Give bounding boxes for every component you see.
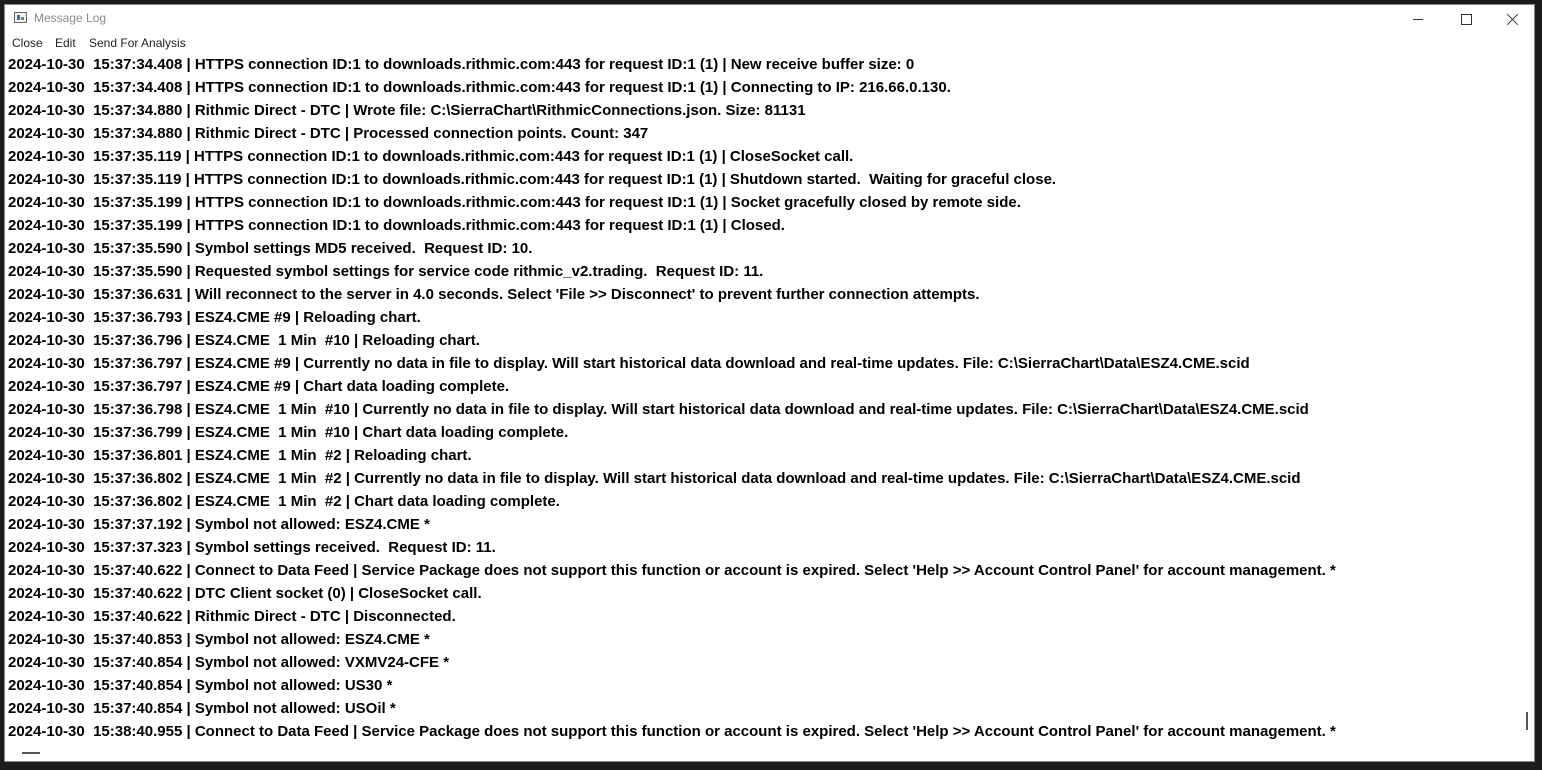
log-entry[interactable]: 2024-10-30 15:37:35.119 | HTTPS connection ID:1 to downloads.rithmic.com:443 for request ID:1 (1) | Shutdown started. Waiting for graceful close. xyxy=(8,171,1057,188)
log-entry[interactable]: 2024-10-30 15:37:40.854 | Symbol not allowed: US30 * xyxy=(8,677,393,694)
menu-bar xyxy=(5,33,1534,53)
log-entry[interactable]: 2024-10-30 15:37:36.802 | ESZ4.CME 1 Min #2 | Chart data loading complete. xyxy=(8,493,560,510)
message-log-list[interactable] xyxy=(6,53,1521,745)
log-entry[interactable]: 2024-10-30 15:37:40.622 | Connect to Data Feed | Service Package does not support this function or account is expired. Select 'Help >> Account Control Panel' for account management. * xyxy=(8,562,1336,579)
log-entry[interactable]: 2024-10-30 15:38:40.955 | Connect to Data Feed | Service Package does not support this function or account is expired. Select 'Help >> Account Control Panel' for account management. * xyxy=(8,723,1336,740)
log-entry[interactable]: 2024-10-30 15:37:35.199 | HTTPS connection ID:1 to downloads.rithmic.com:443 for request ID:1 (1) | Socket gracefully closed by remote side. xyxy=(8,194,1021,211)
log-entry[interactable]: 2024-10-30 15:37:34.408 | HTTPS connection ID:1 to downloads.rithmic.com:443 for request ID:1 (1) | New receive buffer size: 0 xyxy=(8,56,915,73)
message-log-window xyxy=(4,4,1535,762)
log-entry[interactable]: 2024-10-30 15:37:40.854 | Symbol not allowed: VXMV24-CFE * xyxy=(8,654,450,671)
minimize-button[interactable] xyxy=(1395,5,1441,33)
log-entry[interactable]: 2024-10-30 15:37:34.880 | Rithmic Direct - DTC | Processed connection points. Count: 347 xyxy=(8,125,649,142)
maximize-icon xyxy=(1461,14,1472,25)
log-entry[interactable]: 2024-10-30 15:37:37.192 | Symbol not allowed: ESZ4.CME * xyxy=(8,516,430,533)
log-entry[interactable]: 2024-10-30 15:37:40.854 | Symbol not allowed: USOil * xyxy=(8,700,396,717)
log-entry[interactable]: 2024-10-30 15:37:35.590 | Symbol settings MD5 received. Request ID: 10. xyxy=(8,240,533,257)
sierra-chart-icon xyxy=(14,12,27,23)
log-entry[interactable]: 2024-10-30 15:37:36.797 | ESZ4.CME #9 | Currently no data in file to display. Will start historical data download and real-time updates. File: C:\SierraChart\Data\ESZ4.CME.scid xyxy=(8,355,1250,372)
title-bar[interactable] xyxy=(5,5,1534,33)
menu-close[interactable]: Close xyxy=(12,36,43,50)
horizontal-scroll-thumb[interactable] xyxy=(22,752,40,754)
log-entry[interactable]: 2024-10-30 15:37:40.622 | Rithmic Direct - DTC | Disconnected. xyxy=(8,608,456,625)
log-entry[interactable]: 2024-10-30 15:37:35.199 | HTTPS connection ID:1 to downloads.rithmic.com:443 for request ID:1 (1) | Closed. xyxy=(8,217,785,234)
minimize-icon xyxy=(1413,19,1423,20)
log-entry[interactable]: 2024-10-30 15:37:36.797 | ESZ4.CME #9 | Chart data loading complete. xyxy=(8,378,510,395)
window-title: Message Log xyxy=(34,11,107,25)
log-entry[interactable]: 2024-10-30 15:37:34.880 | Rithmic Direct - DTC | Wrote file: C:\SierraChart\RithmicConnections.json. Size: 81131 xyxy=(8,102,806,119)
log-entry[interactable]: 2024-10-30 15:37:36.631 | Will reconnect to the server in 4.0 seconds. Select 'File >> Disconnect' to prevent further connection attempts. xyxy=(8,286,980,303)
log-entry[interactable]: 2024-10-30 15:37:36.798 | ESZ4.CME 1 Min #10 | Currently no data in file to display. Will start historical data download and real-time updates. File: C:\SierraChart\Data\ESZ4.CME.scid xyxy=(8,401,1309,418)
menu-send-for-analysis[interactable]: Send For Analysis xyxy=(89,36,186,50)
log-entry[interactable]: 2024-10-30 15:37:35.590 | Requested symbol settings for service code rithmic_v2.trading. Request ID: 11. xyxy=(8,263,764,280)
log-entry[interactable]: 2024-10-30 15:37:40.853 | Symbol not allowed: ESZ4.CME * xyxy=(8,631,430,648)
log-entry[interactable]: 2024-10-30 15:37:36.796 | ESZ4.CME 1 Min #10 | Reloading chart. xyxy=(8,332,480,349)
log-entry[interactable]: 2024-10-30 15:37:34.408 | HTTPS connection ID:1 to downloads.rithmic.com:443 for request ID:1 (1) | Connecting to IP: 216.66.0.130. xyxy=(8,79,951,96)
log-entry[interactable]: 2024-10-30 15:37:40.622 | DTC Client socket (0) | CloseSocket call. xyxy=(8,585,482,602)
log-entry[interactable]: 2024-10-30 15:37:36.793 | ESZ4.CME #9 | Reloading chart. xyxy=(8,309,421,326)
log-entry[interactable]: 2024-10-30 15:37:36.801 | ESZ4.CME 1 Min #2 | Reloading chart. xyxy=(8,447,472,464)
vertical-scrollbar[interactable] xyxy=(1521,53,1534,745)
maximize-button[interactable] xyxy=(1443,5,1489,33)
vertical-scroll-thumb[interactable] xyxy=(1526,712,1528,730)
close-window-button[interactable] xyxy=(1489,5,1535,33)
log-entry[interactable]: 2024-10-30 15:37:35.119 | HTTPS connection ID:1 to downloads.rithmic.com:443 for request ID:1 (1) | CloseSocket call. xyxy=(8,148,854,165)
menu-edit[interactable]: Edit xyxy=(55,36,76,50)
log-entry[interactable]: 2024-10-30 15:37:36.799 | ESZ4.CME 1 Min #10 | Chart data loading complete. xyxy=(8,424,569,441)
log-entry[interactable]: 2024-10-30 15:37:36.802 | ESZ4.CME 1 Min #2 | Currently no data in file to display. Will start historical data download and real-time updates. File: C:\SierraChart\Data\ESZ4.CME.scid xyxy=(8,470,1301,487)
horizontal-scrollbar[interactable] xyxy=(6,745,1521,760)
log-entry[interactable]: 2024-10-30 15:37:37.323 | Symbol settings received. Request ID: 11. xyxy=(8,539,496,556)
close-icon xyxy=(1506,13,1519,26)
